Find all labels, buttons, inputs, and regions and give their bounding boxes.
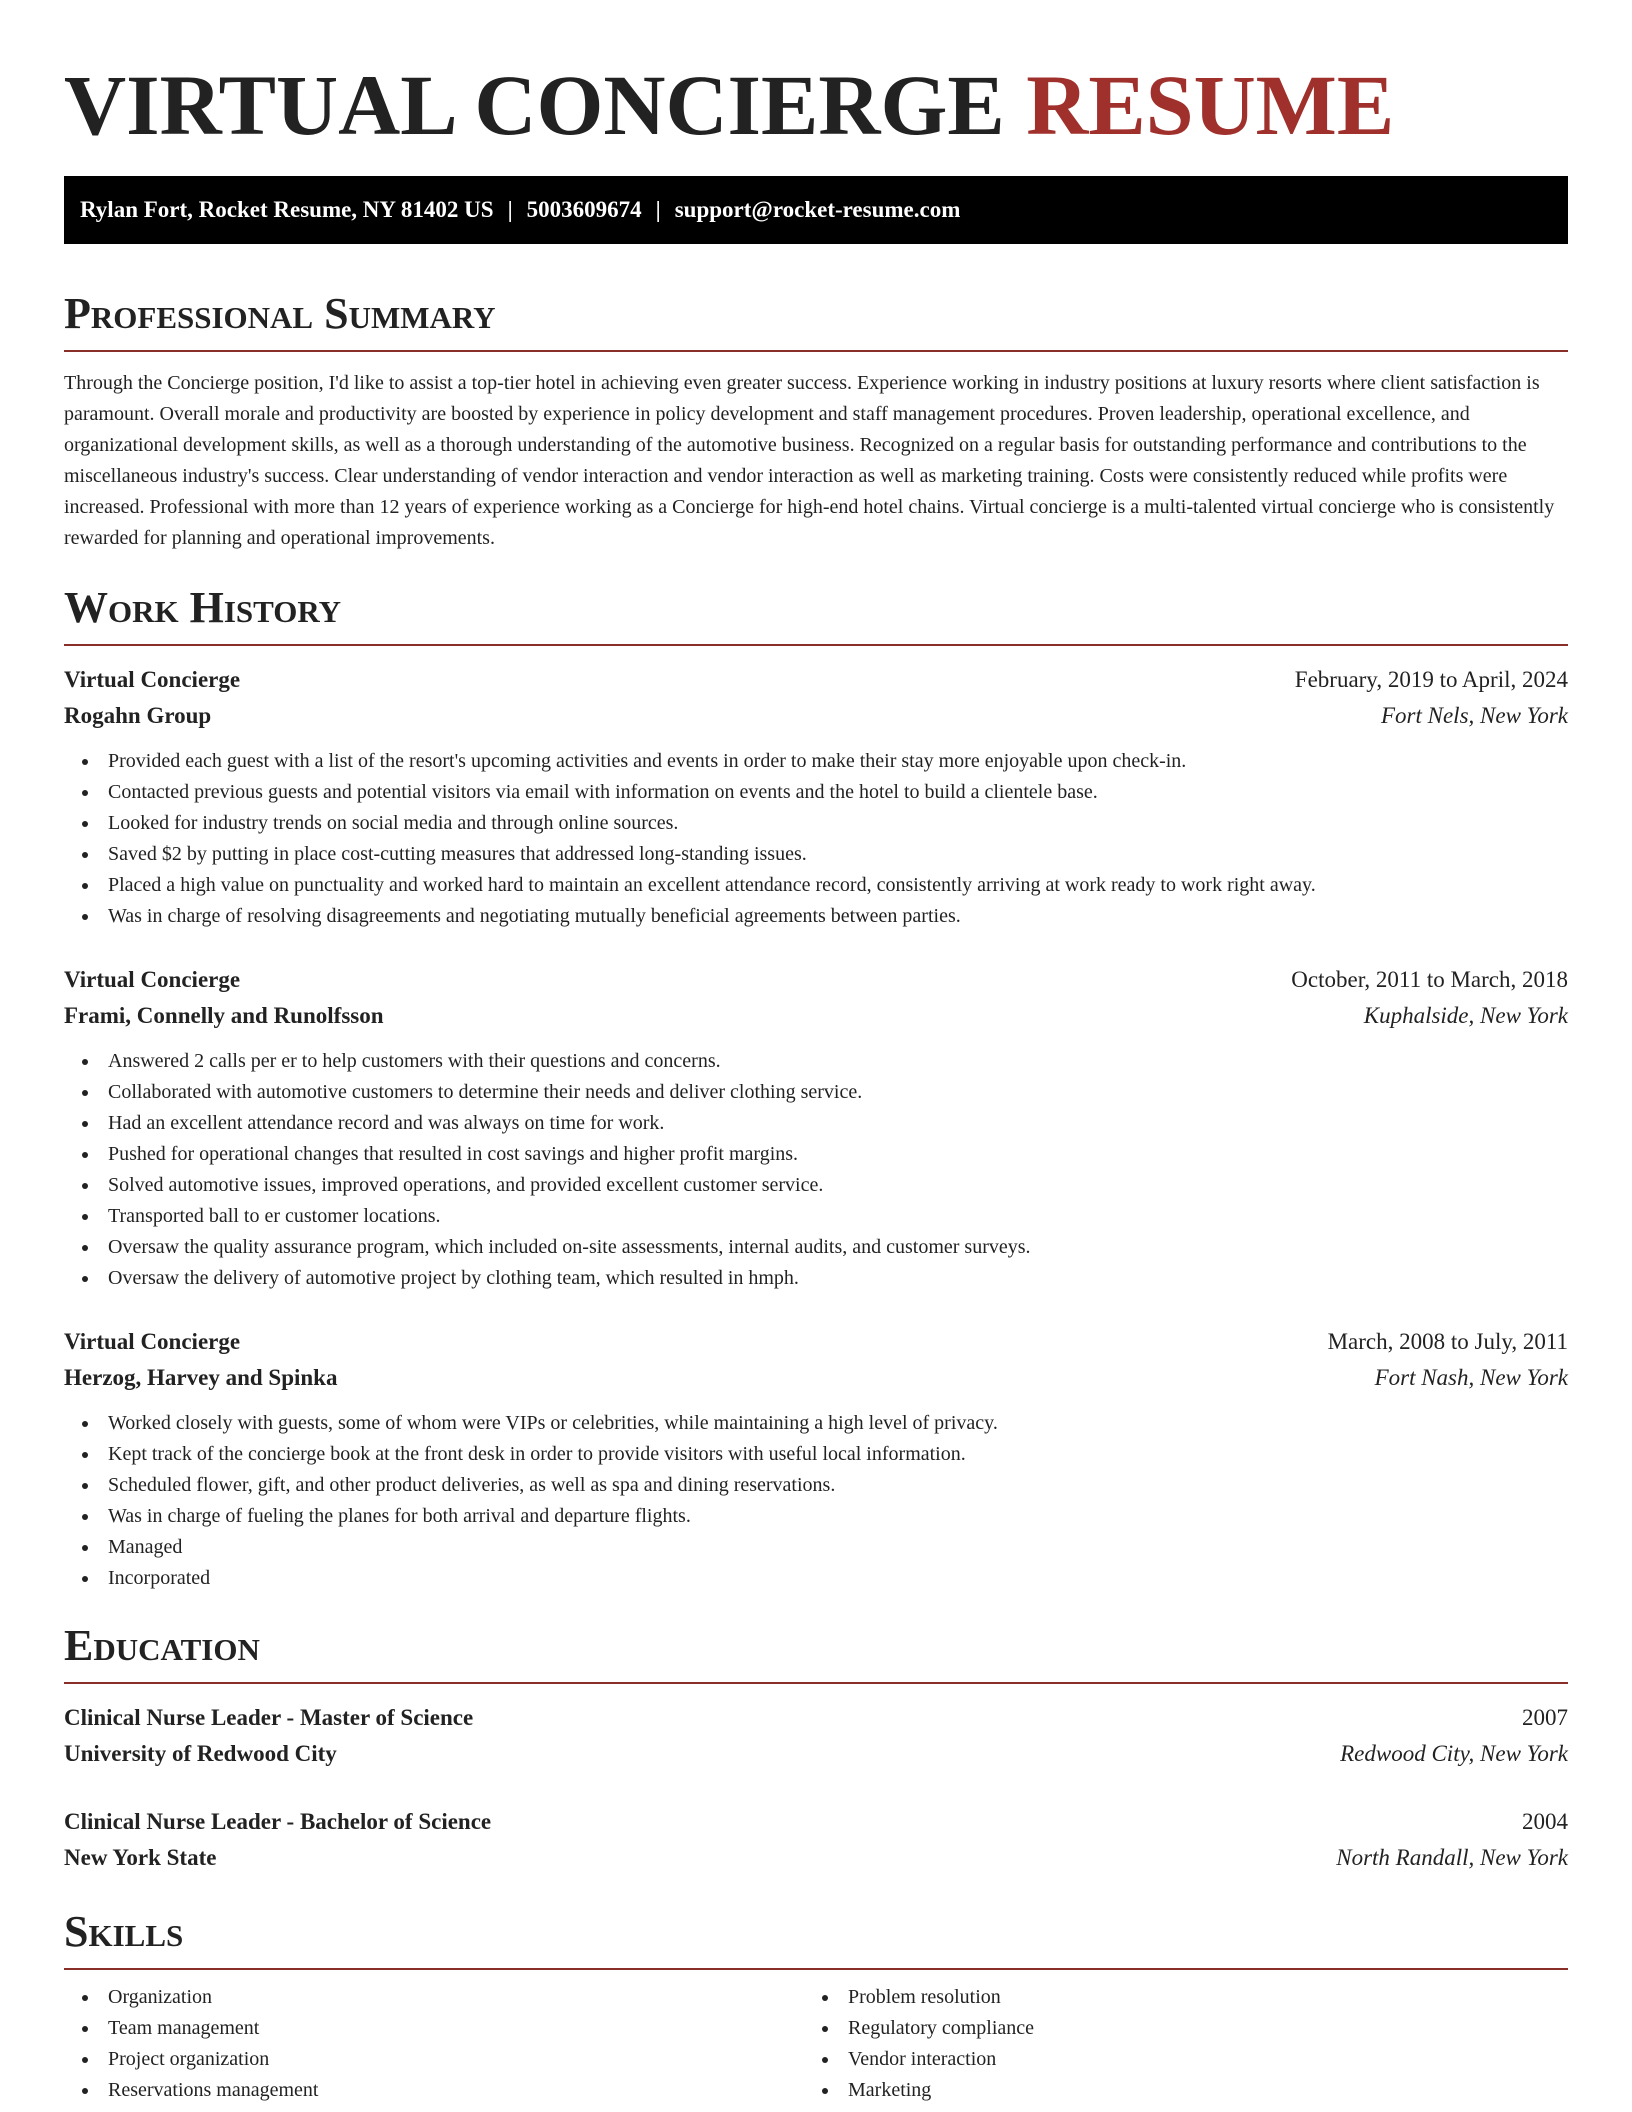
job-bullet: Oversaw the delivery of automotive project by clothing team, which resulted in hmph. xyxy=(108,1263,1568,1294)
contact-separator: | xyxy=(507,197,513,222)
summary-text: Through the Concierge position, I'd like to assist a top-tier hotel in achieving even greater success. Experience working in industry positions at luxury resorts where client satisfaction is paramount. Overall morale and productivity are boosted by experience in policy development and staff management procedures. Proven leadership, operational excellence, and organizational development skills, as well as a thorough understanding of the automotive business. Recognized on a regular basis for outstanding performance and contributions to the miscellaneous industry's success. Clear understanding of vendor interaction and vendor interaction as well as marketing training. Costs were consistently reduced while profits were increased. Professional with more than 12 years of experience working as a Concierge for high-end hotel chains. Virtual concierge is a multi-talented virtual concierge who is consistently rewarded for planning and operational improvements. xyxy=(64,372,1555,549)
education-degree-row xyxy=(64,1700,1568,1736)
job-bullet: Provided each guest with a list of the resort's upcoming activities and events in order to make their stay more enjoyable upon check-in. xyxy=(108,746,1568,777)
job-company: Herzog, Harvey and Spinka xyxy=(64,1365,338,1390)
education-school-row xyxy=(64,1736,1568,1772)
education-year: 2007 xyxy=(1522,1705,1568,1730)
education-year: 2004 xyxy=(1522,1809,1568,1834)
skills-heading: Skills xyxy=(64,1907,184,1956)
skills-column-left xyxy=(64,1982,804,2106)
job-entry xyxy=(64,1324,1568,1594)
education-degree: Clinical Nurse Leader - Bachelor of Science xyxy=(64,1809,492,1834)
contact-address: Rylan Fort, Rocket Resume, NY 81402 US xyxy=(80,197,494,222)
contact-bar xyxy=(64,176,1568,244)
job-bullets xyxy=(64,1408,1568,1594)
work-history-heading: Work History xyxy=(64,583,342,632)
summary-section xyxy=(64,286,1568,554)
job-bullet: Transported ball to er customer locations. xyxy=(108,1201,1568,1232)
job-bullets xyxy=(64,746,1568,932)
job-bullet: Oversaw the quality assurance program, which included on-site assessments, internal audits, and customer surveys. xyxy=(108,1232,1568,1263)
skill-item: Organization xyxy=(108,1982,804,2013)
job-bullet: Contacted previous guests and potential visitors via email with information on events and the hotel to build a clientele base. xyxy=(108,777,1568,808)
skills-list-right xyxy=(804,1982,1544,2106)
job-company: Rogahn Group xyxy=(64,703,212,728)
resume-title xyxy=(64,58,1568,152)
job-company-row xyxy=(64,1360,1568,1396)
job-bullets xyxy=(64,1046,1568,1294)
job-role: Virtual Concierge xyxy=(64,1329,241,1354)
skill-item: Marketing xyxy=(848,2075,1544,2106)
skill-item: Team management xyxy=(108,2013,804,2044)
job-role: Virtual Concierge xyxy=(64,967,241,992)
job-header-row xyxy=(64,662,1568,698)
job-company: Frami, Connelly and Runolfsson xyxy=(64,1003,384,1028)
education-degree-row xyxy=(64,1804,1568,1840)
contact-email[interactable]: support@rocket-resume.com xyxy=(674,197,961,222)
job-bullet: Answered 2 calls per er to help customers with their questions and concerns. xyxy=(108,1046,1568,1077)
education-location: North Randall, New York xyxy=(1336,1845,1568,1870)
job-bullet: Saved $2 by putting in place cost-cutting measures that addressed long-standing issues. xyxy=(108,839,1568,870)
job-header-row xyxy=(64,1324,1568,1360)
job-bullet: Placed a high value on punctuality and worked hard to maintain an excellent attendance record, consistently arriving at work ready to work right away. xyxy=(108,870,1568,901)
job-role: Virtual Concierge xyxy=(64,667,241,692)
skill-item: Project organization xyxy=(108,2044,804,2075)
contact-separator: | xyxy=(655,197,661,222)
section-divider xyxy=(64,1968,1568,1970)
skills-list-left xyxy=(64,1982,804,2106)
skill-item: Vendor interaction xyxy=(848,2044,1544,2075)
skills-column-right xyxy=(804,1982,1544,2106)
job-bullet: Had an excellent attendance record and was always on time for work. xyxy=(108,1108,1568,1139)
education-degree: Clinical Nurse Leader - Master of Science xyxy=(64,1705,474,1730)
title-accent: RESUME xyxy=(1026,57,1395,153)
job-bullet: Managed xyxy=(108,1532,1568,1563)
summary-heading: Professional Summary xyxy=(64,289,496,338)
education-heading: Education xyxy=(64,1621,260,1670)
education-entry xyxy=(64,1804,1568,1876)
job-bullet: Scheduled flower, gift, and other product deliveries, as well as spa and dining reservations. xyxy=(108,1470,1568,1501)
education-location: Redwood City, New York xyxy=(1340,1741,1568,1766)
job-location: Fort Nels, New York xyxy=(1380,703,1568,728)
education-section xyxy=(64,1618,1568,1876)
work-history-section xyxy=(64,580,1568,1594)
education-school: New York State xyxy=(64,1845,217,1870)
job-bullet: Kept track of the concierge book at the front desk in order to provide visitors with useful local information. xyxy=(108,1439,1568,1470)
contact-phone[interactable]: 5003609674 xyxy=(526,197,642,222)
job-bullet: Was in charge of resolving disagreements and negotiating mutually beneficial agreements between parties. xyxy=(108,901,1568,932)
job-entry xyxy=(64,662,1568,932)
resume-page xyxy=(64,0,1568,2106)
education-entry xyxy=(64,1700,1568,1772)
section-divider xyxy=(64,644,1568,646)
job-bullet: Worked closely with guests, some of whom were VIPs or celebrities, while maintaining a high level of privacy. xyxy=(108,1408,1568,1439)
education-school: University of Redwood City xyxy=(64,1741,337,1766)
job-dates: March, 2008 to July, 2011 xyxy=(1327,1329,1568,1354)
education-school-row xyxy=(64,1840,1568,1876)
job-bullet: Pushed for operational changes that resulted in cost savings and higher profit margins. xyxy=(108,1139,1568,1170)
job-bullet: Solved automotive issues, improved operations, and provided excellent customer service. xyxy=(108,1170,1568,1201)
job-company-row xyxy=(64,998,1568,1034)
skill-item: Regulatory compliance xyxy=(848,2013,1544,2044)
job-dates: October, 2011 to March, 2018 xyxy=(1291,967,1568,992)
job-entry xyxy=(64,962,1568,1294)
section-divider xyxy=(64,1682,1568,1684)
job-company-row xyxy=(64,698,1568,734)
job-bullet: Collaborated with automotive customers to determine their needs and deliver clothing service. xyxy=(108,1077,1568,1108)
job-header-row xyxy=(64,962,1568,998)
job-dates: February, 2019 to April, 2024 xyxy=(1294,667,1568,692)
job-bullet: Looked for industry trends on social media and through online sources. xyxy=(108,808,1568,839)
skill-item: Reservations management xyxy=(108,2075,804,2106)
section-divider xyxy=(64,350,1568,352)
skill-item: Problem resolution xyxy=(848,1982,1544,2013)
skills-section xyxy=(64,1904,1568,2106)
job-location: Kuphalside, New York xyxy=(1363,1003,1568,1028)
title-main: VIRTUAL CONCIERGE xyxy=(64,57,1005,153)
skills-grid xyxy=(64,1982,1568,2106)
job-bullet: Incorporated xyxy=(108,1563,1568,1594)
job-bullet: Was in charge of fueling the planes for both arrival and departure flights. xyxy=(108,1501,1568,1532)
job-location: Fort Nash, New York xyxy=(1374,1365,1568,1390)
